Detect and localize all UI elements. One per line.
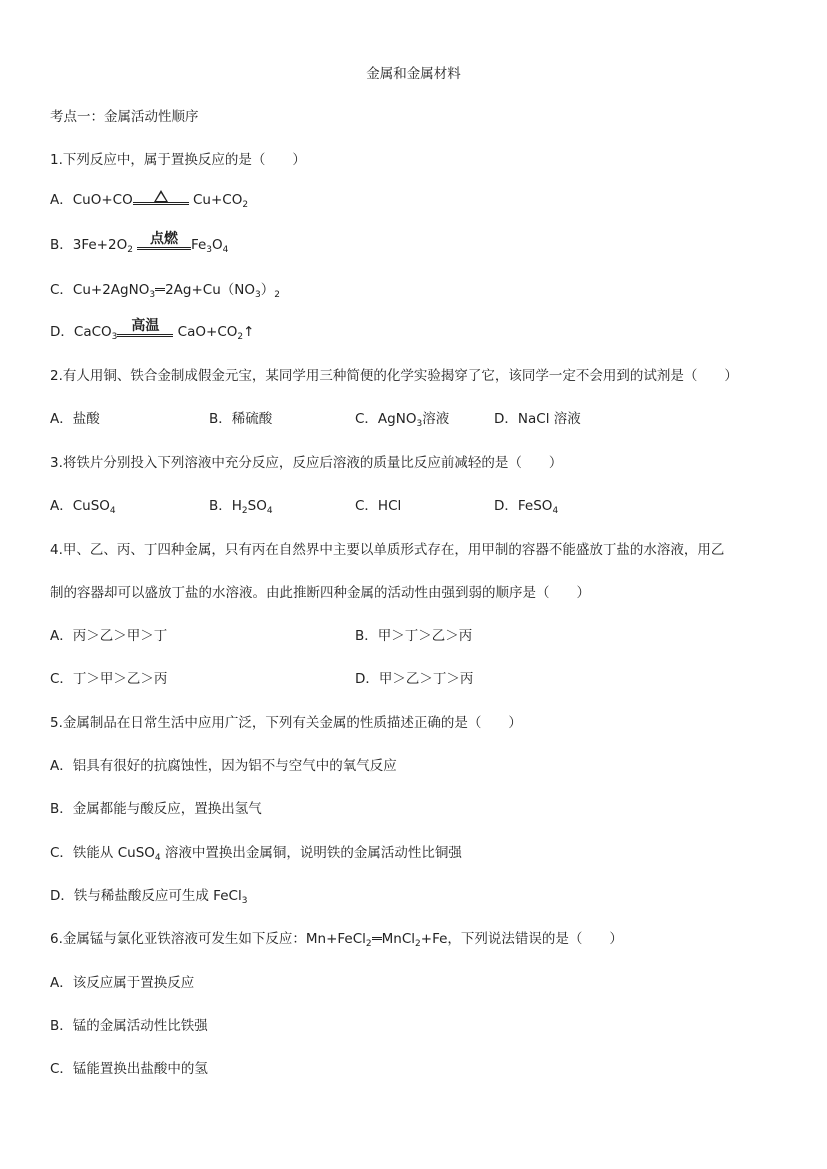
question-4-option-c: C．丁＞甲＞乙＞丙: [50, 671, 168, 687]
heat-condition-arrow: [133, 191, 189, 209]
heat-triangle-icon: [154, 190, 168, 202]
question-4-stem-line-1: 4.甲、乙、丙、丁四种金属，只有丙在自然界中主要以单质形式存在，用甲制的容器不能盛放丁盐的水溶液，用乙: [50, 542, 725, 558]
question-3-option-b: B．$H_2SO_4$: [209, 498, 273, 516]
question-5-stem: 5.金属制品在日常生活中应用广泛，下列有关金属的性质描述正确的是（ ）: [50, 715, 522, 731]
high-temperature-condition-arrow: 高温: [117, 323, 173, 341]
ignite-condition-arrow: 点燃: [137, 236, 191, 254]
question-5-option-d: D．铁与稀盐酸反应可生成 FeCl$_3$: [50, 888, 248, 906]
question-5-option-c: C．铁能从 CuSO$_4$ 溶液中置换出金属铜，说明铁的金属活动性比铜强: [50, 845, 462, 863]
equals-sign: [372, 930, 382, 948]
question-1-option-c: C．Cu+2AgNO$_3$ $2Ag+Cu(NO_3)_2$: [50, 282, 280, 300]
question-1-stem: 1.下列反应中，属于置换反应的是（ ）: [50, 152, 306, 168]
question-6-option-a: A．该反应属于置换反应: [50, 975, 195, 991]
question-3-stem: 3.将铁片分别投入下列溶液中充分反应，反应后溶液的质量比反应前减轻的是（ ）: [50, 455, 563, 471]
question-1-option-d: D．CaCO$_3$ 高温 $CaO+CO_2↑$: [50, 318, 255, 342]
question-5-option-b: B．金属都能与酸反应，置换出氢气: [50, 801, 262, 817]
question-3-option-a: A．CuSO$_4$: [50, 498, 116, 516]
question-1-option-a: A．CuO+CO $Cu+CO_2$: [50, 192, 249, 210]
question-2-option-a: A．盐酸: [50, 411, 100, 427]
question-2-option-b: B．稀硫酸: [209, 411, 273, 427]
question-3-option-d: D．FeSO$_4$: [494, 498, 559, 516]
question-4-option-a: A．丙＞乙＞甲＞丁: [50, 628, 168, 644]
section-heading: 考点一：金属活动性顺序: [50, 109, 199, 125]
question-6-option-c: C．锰能置换出盐酸中的氢: [50, 1061, 208, 1077]
question-1-option-b: B．$3Fe+2O_2$ 点燃 $Fe_3O_4$: [50, 231, 229, 255]
document-title: 金属和金属材料: [366, 66, 461, 82]
equals-sign: [155, 281, 165, 299]
question-4-option-d: D．甲＞乙＞丁＞丙: [355, 671, 474, 687]
question-2-option-c: C．AgNO$_3$溶液: [355, 411, 450, 429]
question-3-option-c: C．HCl: [355, 498, 402, 514]
question-5-option-a: A．铝具有很好的抗腐蚀性，因为铝不与空气中的氧气反应: [50, 758, 397, 774]
question-4-stem-line-2: 制的容器却可以盛放丁盐的水溶液。由此推断四种金属的活动性由强到弱的顺序是（ ）: [50, 585, 590, 601]
question-4-option-b: B．甲＞丁＞乙＞丙: [355, 628, 473, 644]
question-6-stem: 6.金属锰与氯化亚铁溶液可发生如下反应：Mn+FeCl$_2$ MnCl$_2$+Fe，下列说法错误的是（ ）: [50, 931, 623, 949]
question-2-option-d: D．NaCl 溶液: [494, 411, 581, 427]
question-6-option-b: B．锰的金属活动性比铁强: [50, 1018, 208, 1034]
question-2-stem: 2.有人用铜、铁合金制成假金元宝，某同学用三种简便的化学实验揭穿了它，该同学一定不会用到的试剂是（ ）: [50, 368, 738, 384]
